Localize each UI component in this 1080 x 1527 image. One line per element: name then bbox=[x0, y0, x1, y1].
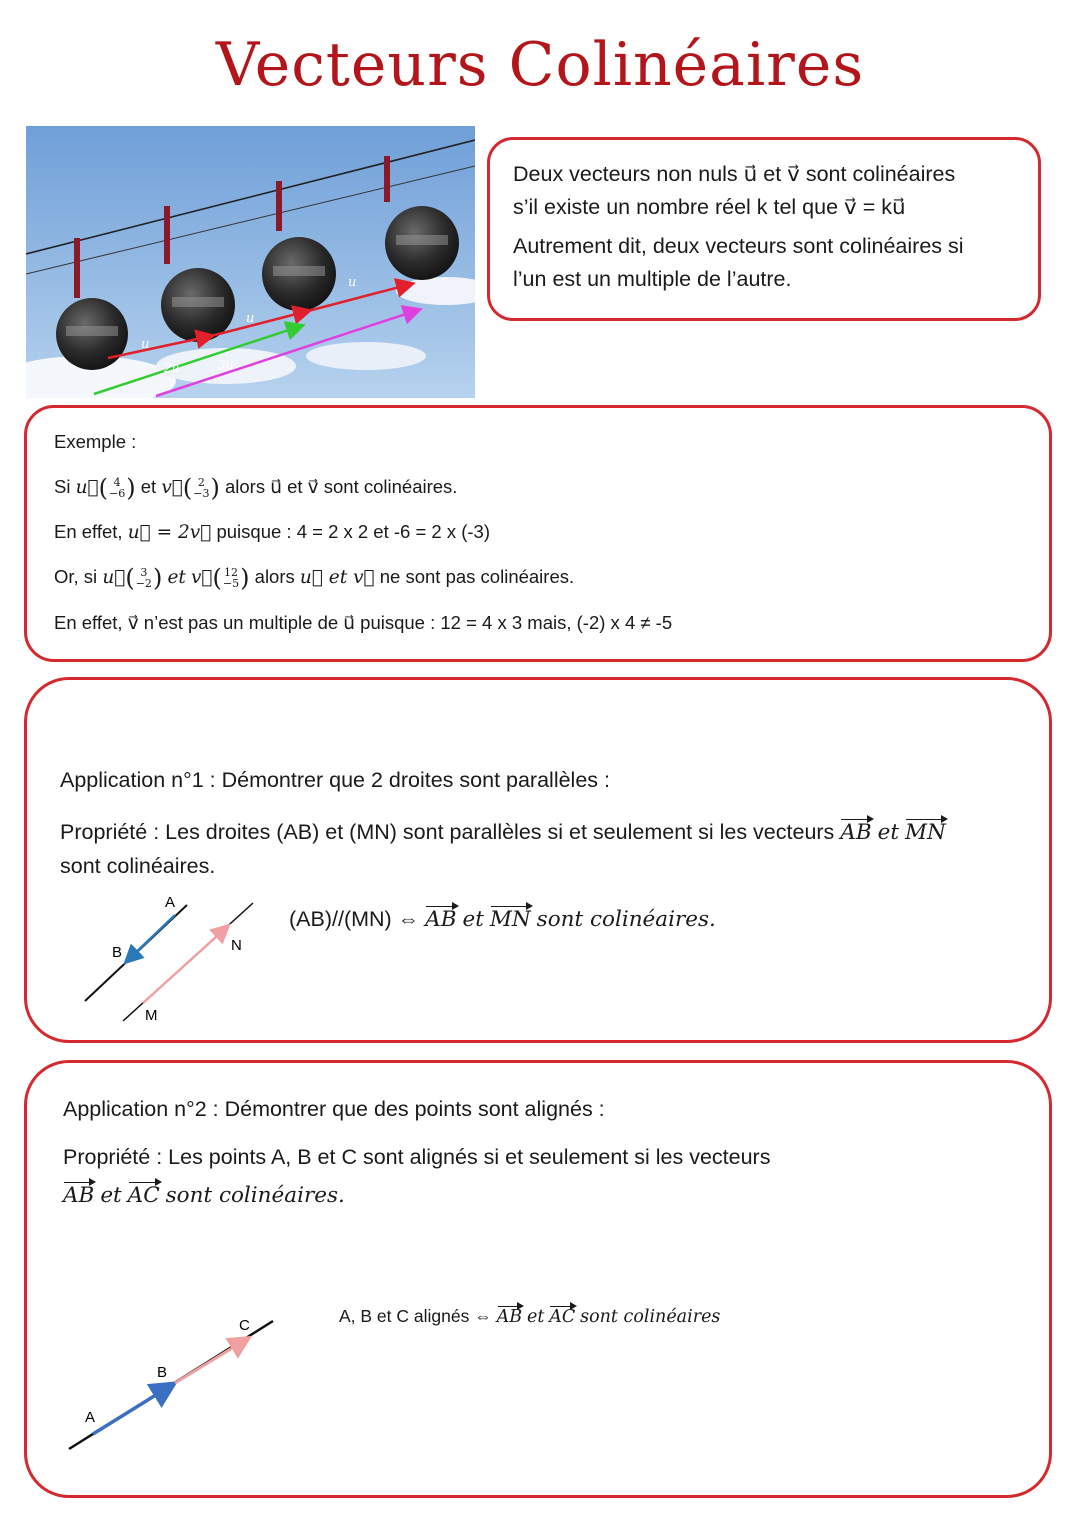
app1-formula: (AB)//(MN) ⇔ AB et MN sont colinéaires. bbox=[289, 907, 716, 932]
vector-mn: MN bbox=[904, 820, 946, 845]
example-line-2: En effet, u⃗ = 2v⃗ puisque : 4 = 2 x 2 et -6 = 2 x (-3) bbox=[54, 521, 491, 543]
vector-v-coords: ( 12 −5 ) bbox=[212, 564, 250, 592]
vector-v-coords: ( 2 −3 ) bbox=[182, 474, 220, 502]
point-m-label: M bbox=[145, 1007, 158, 1024]
vector-ab: AB bbox=[63, 1183, 95, 1208]
app1-heading: Application n°1 : Démontrer que 2 droites sont parallèles : bbox=[60, 768, 610, 792]
aligned-points-figure bbox=[57, 1303, 287, 1463]
app1-property-end: sont colinéaires. bbox=[60, 854, 216, 878]
example-line-3: Or, si u⃗ ( 3 −2 ) et v⃗ ( 12 −5 ) alors u⃗ et v⃗ ne sont pas colinéaires. bbox=[54, 564, 575, 592]
point-b-label: B bbox=[157, 1364, 168, 1381]
app2-formula: A, B et C alignés ⇔ AB et AC sont colinéaires bbox=[339, 1306, 721, 1327]
vector-ab: AB bbox=[840, 820, 872, 845]
example-line-1: Si u⃗ ( 4 −6 ) et v⃗ ( 2 −3 ) alors u⃗ et v⃗ sont colinéaires. bbox=[54, 474, 458, 502]
application-1-box bbox=[24, 677, 1052, 1043]
definition-line: Deux vecteurs non nuls u⃗ et v⃗ sont colinéaires bbox=[513, 162, 956, 186]
application-2-box bbox=[24, 1060, 1052, 1498]
app2-property-vectors: AB et AC sont colinéaires. bbox=[63, 1183, 345, 1208]
vector-ac: AC bbox=[127, 1183, 160, 1208]
app2-heading: Application n°2 : Démontrer que des points sont alignés : bbox=[63, 1097, 605, 1121]
photo-label-3u: 3u bbox=[218, 358, 234, 372]
point-n-label: N bbox=[231, 937, 242, 954]
point-a-label: A bbox=[165, 895, 176, 911]
photo-label-u: u bbox=[141, 337, 150, 352]
vector-u-coords: ( 4 −6 ) bbox=[98, 474, 136, 502]
page-title: Vecteurs Colinéaires bbox=[215, 30, 865, 100]
photo-label-u: u bbox=[348, 275, 357, 290]
definition-box bbox=[487, 137, 1041, 321]
photo-label-2u: 2u bbox=[164, 361, 180, 375]
parallel-lines-figure bbox=[77, 895, 277, 1025]
example-box bbox=[24, 405, 1052, 662]
definition-line: s’il existe un nombre réel k tel que v⃗ = ku⃗ bbox=[513, 195, 906, 219]
cable-car-photo bbox=[26, 126, 475, 398]
example-heading: Exemple : bbox=[54, 431, 137, 452]
example-line-4: En effet, v⃗ n’est pas un multiple de u⃗ puisque : 12 = 4 x 3 mais, (-2) x 4 ≠ -5 bbox=[54, 612, 673, 633]
point-a-label: A bbox=[85, 1409, 96, 1426]
vector-u-coords: ( 3 −2 ) bbox=[125, 564, 163, 592]
definition-line: l’un est un multiple de l’autre. bbox=[513, 267, 792, 291]
photo-label-u: u bbox=[246, 311, 255, 326]
definition-line: Autrement dit, deux vecteurs sont colinéaires si bbox=[513, 234, 964, 258]
app2-property: Propriété : Les points A, B et C sont alignés si et seulement si les vecteurs bbox=[63, 1145, 771, 1169]
point-c-label: C bbox=[239, 1317, 250, 1334]
app1-property: Propriété : Les droites (AB) et (MN) sont parallèles si et seulement si les vecteurs AB et MN bbox=[60, 820, 946, 845]
point-b-label: B bbox=[112, 944, 123, 961]
